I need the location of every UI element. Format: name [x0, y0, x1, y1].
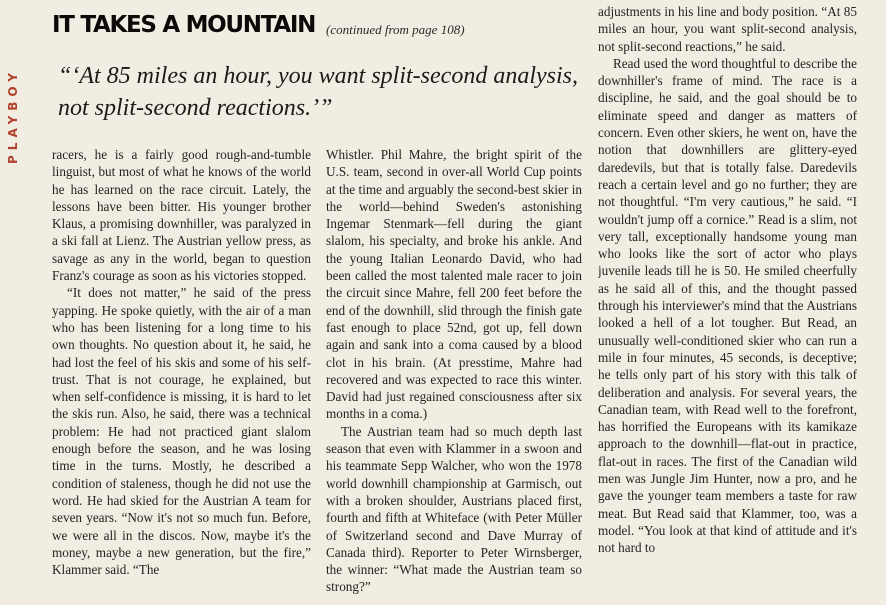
- paragraph: Whistler. Phil Mahre, the bright spirit of the U.S. team, second in over-all World Cup points at the time and arguably the second-best skier in the world—behind Sweden's astonishing Ingemar Stenmark—fell during the giant slalom, his specialty, and broke his ankle. And the young Italian Leonardo David, who had been called the most talented male racer to join the circuit since Mahre, fell 200 feet before the end of the downhill, slid through the finish gate fast enough to place 52nd, got up, fell down again and sank into a coma caused by a blood clot in his brain. (At presstime, Mahre had recovered and was expected to race this winter. David had just regained consciousness after six months in a coma.): [326, 147, 582, 422]
- pull-quote: “‘At 85 miles an hour, you want split-second analysis, not split-second reactions.’”: [58, 63, 578, 121]
- paragraph: racers, he is a fairly good rough-and-tumble linguist, but most of what he knows of the world he has learned on the race circuit. Lately, the lessons have been bitter. His younger brother Klaus, a promising downhiller, was paralyzed in a ski fall at Lienz. The Austrian yellow press, as savage as any in the world, began to question Franz's courage as soon as his victories stopped.: [52, 147, 311, 284]
- article-title: IT TAKES A MOUNTAIN: [52, 12, 316, 38]
- continued-note: (continued from page 108): [326, 22, 465, 37]
- column-1: [52, 146, 311, 605]
- column-3: [598, 3, 857, 605]
- magazine-masthead: PLAYBOY: [6, 68, 20, 164]
- paragraph: The Austrian team had so much depth last season that even with Klammer in a swoon and his teammate Sepp Walcher, who won the 1978 world downhill championship at Garmisch, out with a broken shoulder, Austrians placed first, fourth and fifth at Whiteface (with Peter Müller of Switzerland second and Dave Murray of Canada third). Reporter to Peter Wirnsberger, the winner: “What made the Austrian team so strong?”: [326, 423, 582, 595]
- paragraph: Read used the word thoughtful to describe the downhiller's frame of mind. The race is a discipline, he said, and the goal should be to eliminate speed and danger as matters of concern. Even other skiers, he went on, have the notion that downhillers are glittery-eyed daredevils, but that is totally false. Daredevils reach a certain level and go no further; they are not thoughtful. “I'm very cautious,” he said. “I wouldn't jump off a cornice.” Read is a slim, not very tall, exceptionally handsome young man who looks like the sort of actor who plays juvenile leads till he is 50. He smiled cheerfully as he said all of this, and the thought passed through his interviewer's mind that the Austrians looked a hell of a lot tougher. But Read, an unusually well-conditioned skier who can run a mile in four minutes, 45 seconds, is deceptive; he tells only part of his story with this talk of deliberation and analysis. For several years, the Canadian team, with Read well to the forefront, has horrified the Europeans with its kamikaze approach to the downhill—flat-out in practice, flat-out in races. The first of the Canadian wild men was Jungle Jim Hunter, now a pro, and he gave the younger team members a taste for raw meat. But Read said that Klammer, too, was a model. “You look at that kind of attitude and it's not hard to: [598, 55, 857, 556]
- paragraph: adjustments in his line and body position. “At 85 miles an hour, you want split-second analysis, not split-second reactions,” he said.: [598, 4, 857, 54]
- column-2: [326, 146, 582, 605]
- paragraph: “It does not matter,” he said of the press yapping. He spoke quietly, with the air of a man who has been listening for a long time to his own thoughts. No question about it, he said, he had lost the feel of his skis and some of his self-trust. That is not courage, he explained, but when self-confidence is missing, it is hard to let the skis run. Also, he said, there was a technical problem: He had not practiced giant slalom enough before the season, and he was losing time in the turns. Mostly, he described a condition of staleness, though he did not use the word. He had skied for the Austrian A team for seven years. “Now it's not so much fun. Before, we were all in the discos. Now, maybe it's the money, maybe a new generation, but the fire,” Klammer said. “The: [52, 285, 311, 578]
